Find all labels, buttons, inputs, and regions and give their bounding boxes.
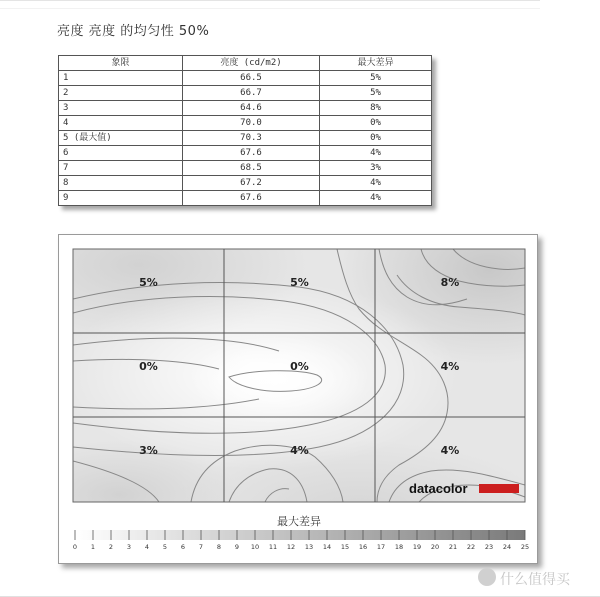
brand-bar bbox=[479, 484, 519, 493]
cell-max-diff: 8% bbox=[320, 101, 432, 116]
scale-tick-label: 24 bbox=[502, 543, 512, 551]
cell-label-r3c3: 4% bbox=[440, 444, 460, 457]
cell-luminance: 64.6 bbox=[183, 101, 320, 116]
table-header-row bbox=[59, 56, 432, 71]
cell-max-diff: 4% bbox=[320, 146, 432, 161]
scale-tick-label: 23 bbox=[484, 543, 494, 551]
scale-tick-label: 2 bbox=[108, 543, 114, 551]
scale-tick-label: 1 bbox=[90, 543, 96, 551]
cell-label-r3c1: 3% bbox=[139, 444, 158, 457]
cell-label-r3c2: 4% bbox=[290, 444, 309, 457]
cell-label-r1c3: 8% bbox=[440, 276, 460, 289]
scale-tick-label: 21 bbox=[448, 543, 458, 551]
table-row bbox=[59, 131, 432, 146]
cell-luminance: 66.5 bbox=[183, 71, 320, 86]
table-body bbox=[59, 71, 432, 206]
scale-title: 最大差异 bbox=[277, 515, 321, 528]
table-row bbox=[59, 161, 432, 176]
cell-label-r1c1: 5% bbox=[139, 276, 158, 289]
uniformity-table-panel bbox=[58, 55, 432, 206]
cell-max-diff: 0% bbox=[320, 116, 432, 131]
cell-max-diff: 5% bbox=[320, 71, 432, 86]
cell-quadrant: 7 bbox=[59, 161, 183, 176]
table-row bbox=[59, 176, 432, 191]
cell-luminance: 66.7 bbox=[183, 86, 320, 101]
col-header-max-diff: 最大差异 bbox=[320, 56, 432, 71]
scale-tick-label: 12 bbox=[286, 543, 296, 551]
scale-tick-label: 14 bbox=[322, 543, 332, 551]
cell-luminance: 68.5 bbox=[183, 161, 320, 176]
scale-tick-label: 3 bbox=[126, 543, 132, 551]
uniformity-table bbox=[58, 55, 432, 206]
scale-tick-label: 17 bbox=[376, 543, 386, 551]
table-row bbox=[59, 86, 432, 101]
scale-tick-label: 22 bbox=[466, 543, 476, 551]
cell-max-diff: 4% bbox=[320, 191, 432, 206]
scale-tick-label: 18 bbox=[394, 543, 404, 551]
scale-tick-label: 9 bbox=[234, 543, 240, 551]
table-row bbox=[59, 101, 432, 116]
scale-tick-label: 0 bbox=[72, 543, 78, 551]
cell-luminance: 70.3 bbox=[183, 131, 320, 146]
scale-tick-label: 11 bbox=[268, 543, 278, 551]
table-row bbox=[59, 116, 432, 131]
uniformity-chart-panel bbox=[58, 234, 538, 564]
top-rule-faint bbox=[0, 8, 540, 9]
col-header-luminance: 亮度 (cd/m2) bbox=[183, 56, 320, 71]
cell-luminance: 67.6 bbox=[183, 146, 320, 161]
cell-quadrant: 9 bbox=[59, 191, 183, 206]
cell-quadrant: 2 bbox=[59, 86, 183, 101]
cell-label-r1c2: 5% bbox=[290, 276, 309, 289]
col-header-quadrant: 象限 bbox=[59, 56, 183, 71]
scale-tick-label: 8 bbox=[216, 543, 222, 551]
table-row bbox=[59, 71, 432, 86]
cell-quadrant: 4 bbox=[59, 116, 183, 131]
cell-quadrant: 1 bbox=[59, 71, 183, 86]
cell-max-diff: 5% bbox=[320, 86, 432, 101]
scale-tick-label: 16 bbox=[358, 543, 368, 551]
cell-luminance: 67.2 bbox=[183, 176, 320, 191]
color-scale bbox=[73, 530, 529, 551]
top-rule bbox=[0, 0, 540, 1]
page-title: 亮度 亮度 的均匀性 50% bbox=[57, 24, 210, 39]
cell-luminance: 67.6 bbox=[183, 191, 320, 206]
cell-max-diff: 3% bbox=[320, 161, 432, 176]
table-row bbox=[59, 146, 432, 161]
watermark-icon bbox=[478, 568, 496, 586]
scale-tick-label: 10 bbox=[250, 543, 260, 551]
scale-tick-label: 6 bbox=[180, 543, 186, 551]
cell-max-diff: 0% bbox=[320, 131, 432, 146]
scale-tick-label: 19 bbox=[412, 543, 422, 551]
cell-luminance: 70.0 bbox=[183, 116, 320, 131]
cell-label-r2c3: 4% bbox=[440, 360, 460, 373]
cell-quadrant: 6 bbox=[59, 146, 183, 161]
cell-quadrant: 8 bbox=[59, 176, 183, 191]
scale-tick-label: 7 bbox=[198, 543, 204, 551]
brand-text: datacolor bbox=[409, 481, 468, 496]
cell-max-diff: 4% bbox=[320, 176, 432, 191]
cell-label-r2c2: 0% bbox=[290, 360, 309, 373]
scale-tick-label: 13 bbox=[304, 543, 314, 551]
scale-tick-label: 15 bbox=[340, 543, 350, 551]
uniformity-heatmap bbox=[59, 235, 537, 563]
scale-tick-label: 4 bbox=[144, 543, 150, 551]
watermark-text: 什么值得买 bbox=[500, 572, 570, 588]
table-row bbox=[59, 191, 432, 206]
scale-tick-label: 25 bbox=[520, 543, 530, 551]
scale-tick-label: 5 bbox=[162, 543, 168, 551]
scale-tick-label: 20 bbox=[430, 543, 440, 551]
cell-quadrant: 5 (最大值) bbox=[59, 131, 183, 146]
cell-quadrant: 3 bbox=[59, 101, 183, 116]
cell-label-r2c1: 0% bbox=[139, 360, 158, 373]
scale-bar bbox=[75, 530, 525, 540]
